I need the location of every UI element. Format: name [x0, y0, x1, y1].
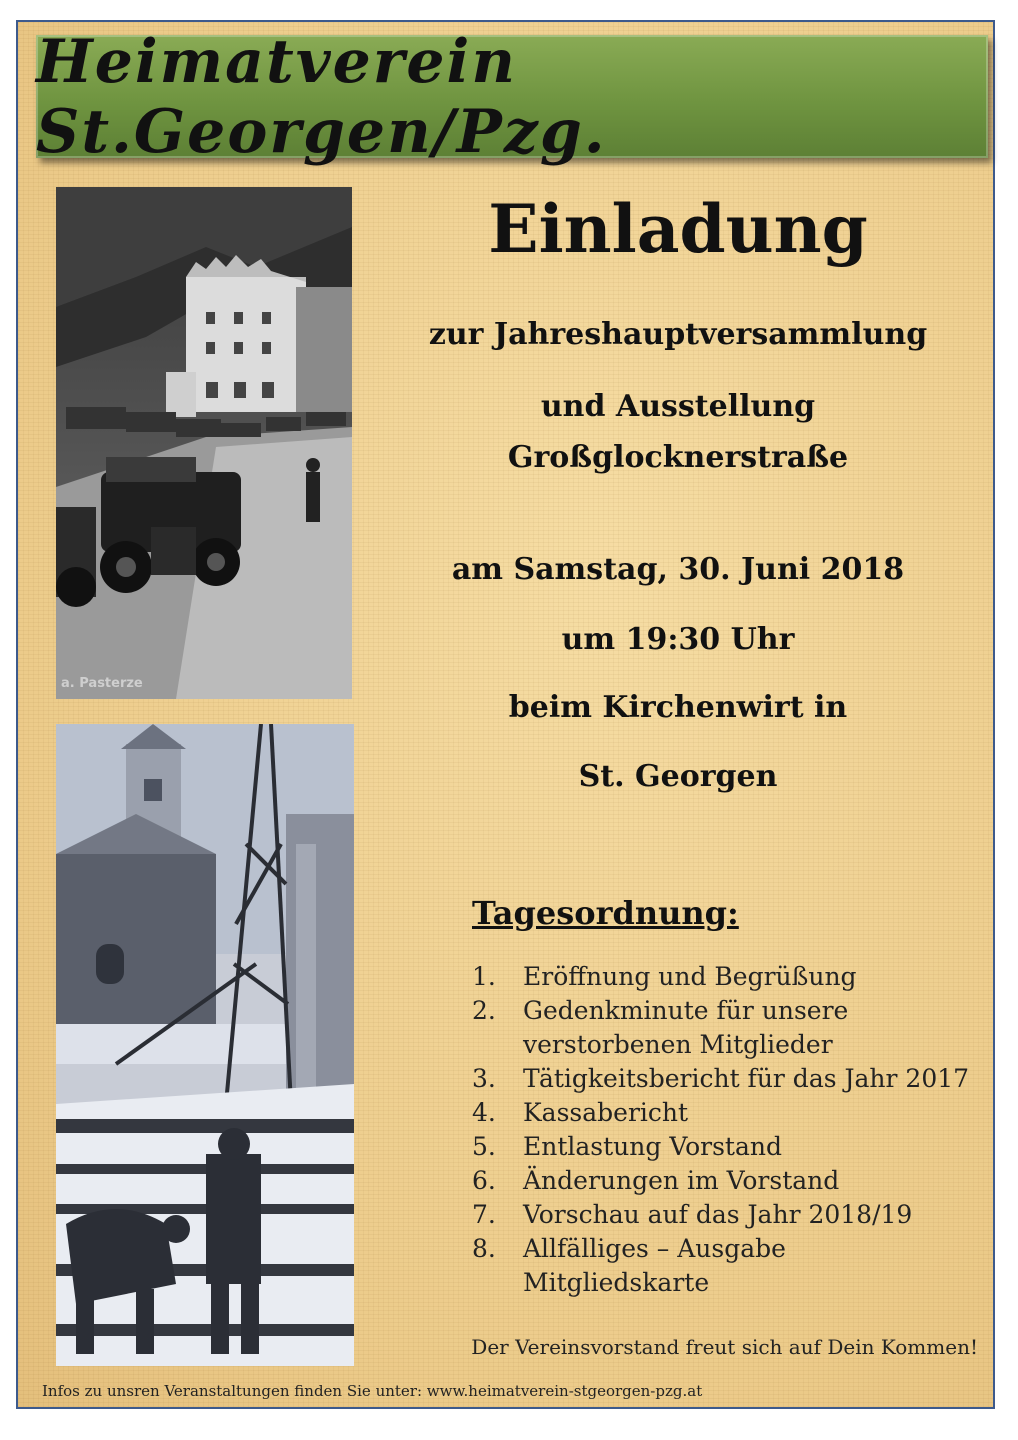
agenda-item-number: 5. — [472, 1132, 496, 1161]
agenda-item — [472, 960, 972, 994]
event-time: um 19:30 Uhr — [561, 622, 795, 657]
agenda-item — [472, 1198, 972, 1232]
agenda-item-text: Entlastung Vorstand — [523, 1132, 782, 1161]
agenda-item-text: Kassabericht — [523, 1098, 689, 1127]
agenda-item-text: Eröffnung und Begrüßung — [523, 962, 857, 991]
agenda-item-number: 2. — [472, 996, 496, 1025]
historic-photo-construction — [56, 724, 354, 1366]
agenda-title: Tagesordnung: — [472, 894, 739, 932]
agenda-item-text: Änderungen im Vorstand — [523, 1166, 840, 1195]
agenda-item-text: Vorschau auf das Jahr 2018/19 — [523, 1200, 913, 1229]
agenda-item — [472, 1062, 972, 1096]
closing-message: Der Vereinsvorstand freut sich auf Dein Kommen! — [471, 1335, 978, 1359]
footer-info: Infos zu unsren Veranstaltungen finden Sie unter: www.heimatverein-stgeorgen-pzg.at — [42, 1382, 703, 1400]
agenda-item-number: 8. — [472, 1234, 496, 1263]
agenda-item-text: Gedenkminute für unsere verstorbenen Mitglieder — [523, 996, 849, 1059]
agenda-item — [472, 1130, 972, 1164]
poster — [16, 20, 995, 1409]
event-venue-line-1: beim Kirchenwirt in — [508, 690, 848, 725]
banner-title: Heimatverein St.Georgen/Pzg. — [36, 26, 607, 167]
invitation-line-1: zur Jahreshauptversammlung — [428, 317, 928, 352]
agenda-item-number: 4. — [472, 1098, 496, 1127]
agenda-item — [472, 1164, 972, 1198]
agenda-item — [472, 994, 972, 1062]
photo-caption: a. Pasterze — [61, 676, 143, 691]
agenda-item — [472, 1096, 972, 1130]
event-date: am Samstag, 30. Juni 2018 — [451, 552, 905, 587]
title-banner — [36, 26, 988, 167]
agenda-item-number: 3. — [472, 1064, 496, 1093]
invitation-line-3: Großglocknerstraße — [507, 440, 849, 475]
agenda-item — [472, 1232, 972, 1300]
agenda-item-text: Tätigkeitsbericht für das Jahr 2017 — [523, 1064, 970, 1093]
agenda-item-text: Allfälliges – Ausgabe Mitgliedskarte — [523, 1234, 786, 1297]
agenda-item-number: 6. — [472, 1166, 496, 1195]
agenda-item-number: 1. — [472, 962, 496, 991]
historic-photo-glockner-road — [56, 187, 352, 699]
agenda-list — [472, 960, 972, 1300]
agenda-item-number: 7. — [472, 1200, 496, 1229]
event-venue-line-2: St. Georgen — [578, 759, 778, 794]
invitation-title: Einladung — [488, 190, 868, 268]
invitation-line-2: und Ausstellung — [540, 389, 816, 424]
